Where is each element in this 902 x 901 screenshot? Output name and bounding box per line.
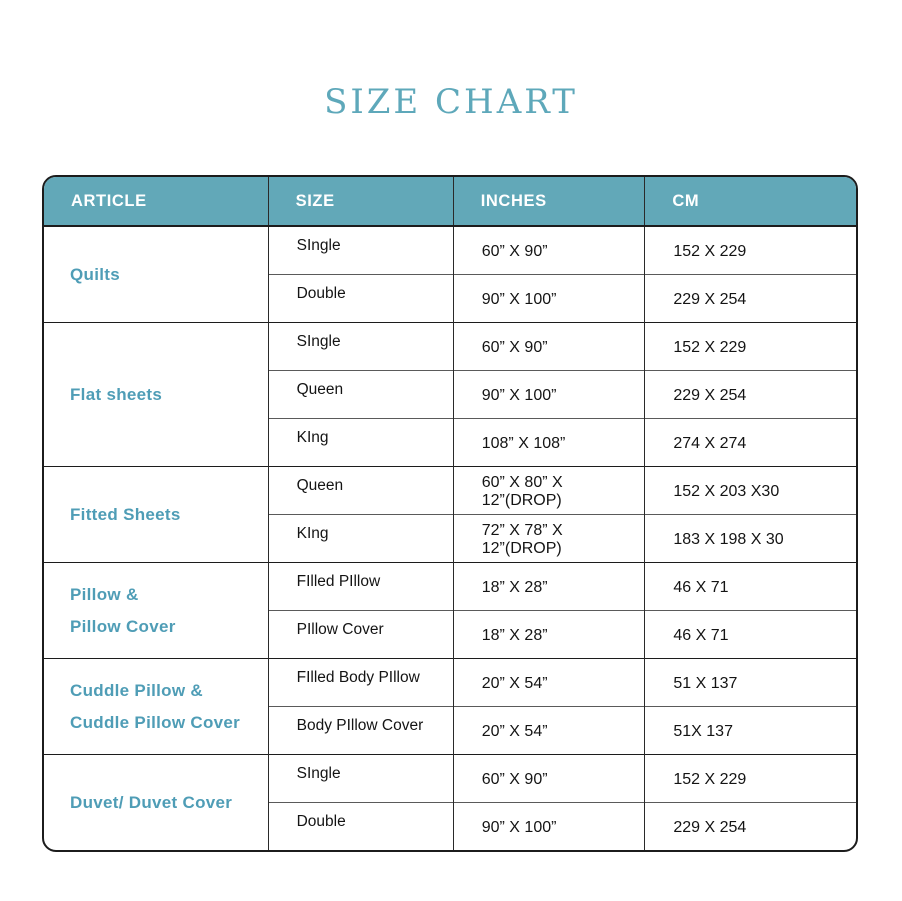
article-cell bbox=[44, 466, 268, 562]
table-row bbox=[44, 562, 856, 610]
size-table-body bbox=[44, 226, 856, 850]
article-cell bbox=[44, 322, 268, 466]
table-row bbox=[44, 466, 856, 514]
table-row bbox=[44, 754, 856, 802]
article-label: Pillow Cover bbox=[70, 616, 176, 636]
cm-cell: 152 X 229 bbox=[645, 226, 856, 274]
inches-cell: 90” X 100” bbox=[453, 370, 645, 418]
cm-cell: 229 X 254 bbox=[645, 802, 856, 850]
size-cell: SIngle bbox=[268, 322, 453, 370]
size-cell: KIng bbox=[268, 418, 453, 466]
header-row bbox=[44, 177, 856, 226]
cm-cell: 46 X 71 bbox=[645, 610, 856, 658]
size-cell: KIng bbox=[268, 514, 453, 562]
article-label: Cuddle Pillow Cover bbox=[70, 712, 241, 732]
page-title: SIZE CHART bbox=[324, 82, 578, 122]
inches-cell: 20” X 54” bbox=[453, 658, 645, 706]
table-row bbox=[44, 322, 856, 370]
size-cell: SIngle bbox=[268, 226, 453, 274]
size-cell: FIlled PIllow bbox=[268, 562, 453, 610]
size-cell: Queen bbox=[268, 466, 453, 514]
inches-cell: 60” X 90” bbox=[453, 226, 645, 274]
article-label: Flat sheets bbox=[70, 384, 163, 404]
size-cell: Queen bbox=[268, 370, 453, 418]
table-row bbox=[44, 226, 856, 274]
size-chart-table-container bbox=[42, 175, 858, 852]
size-cell: Body PIllow Cover bbox=[268, 706, 453, 754]
table-header bbox=[44, 177, 856, 226]
inches-cell: 20” X 54” bbox=[453, 706, 645, 754]
inches-cell: 108” X 108” bbox=[453, 418, 645, 466]
size-cell: PIllow Cover bbox=[268, 610, 453, 658]
cm-cell: 152 X 229 bbox=[645, 754, 856, 802]
cm-cell: 46 X 71 bbox=[645, 562, 856, 610]
article-label: Cuddle Pillow & bbox=[70, 680, 203, 700]
table-row bbox=[44, 658, 856, 706]
inches-cell: 60” X 80” X 12”(DROP) bbox=[453, 466, 645, 514]
inches-cell: 60” X 90” bbox=[453, 322, 645, 370]
cm-cell: 274 X 274 bbox=[645, 418, 856, 466]
cm-cell: 229 X 254 bbox=[645, 274, 856, 322]
size-cell: Double bbox=[268, 274, 453, 322]
cm-cell: 152 X 229 bbox=[645, 322, 856, 370]
column-header-article: ARTICLE bbox=[44, 177, 268, 226]
inches-cell: 18” X 28” bbox=[453, 562, 645, 610]
article-cell bbox=[44, 226, 268, 322]
article-label: Quilts bbox=[70, 264, 120, 284]
size-cell: SIngle bbox=[268, 754, 453, 802]
size-cell: FIlled Body PIllow bbox=[268, 658, 453, 706]
size-cell: Double bbox=[268, 802, 453, 850]
cm-cell: 229 X 254 bbox=[645, 370, 856, 418]
inches-cell: 60” X 90” bbox=[453, 754, 645, 802]
inches-cell: 18” X 28” bbox=[453, 610, 645, 658]
article-label: Duvet/ Duvet Cover bbox=[70, 792, 233, 812]
inches-cell: 90” X 100” bbox=[453, 274, 645, 322]
cm-cell: 152 X 203 X30 bbox=[645, 466, 856, 514]
article-label: Pillow & bbox=[70, 584, 139, 604]
column-header-cm: CM bbox=[645, 177, 856, 226]
inches-cell: 90” X 100” bbox=[453, 802, 645, 850]
cm-cell: 183 X 198 X 30 bbox=[645, 514, 856, 562]
column-header-size: SIZE bbox=[268, 177, 453, 226]
inches-cell: 72” X 78” X 12”(DROP) bbox=[453, 514, 645, 562]
article-cell bbox=[44, 562, 268, 658]
cm-cell: 51 X 137 bbox=[645, 658, 856, 706]
article-cell bbox=[44, 658, 268, 754]
column-header-inches: INCHES bbox=[453, 177, 645, 226]
article-label: Fitted Sheets bbox=[70, 504, 181, 524]
article-cell bbox=[44, 754, 268, 850]
cm-cell: 51X 137 bbox=[645, 706, 856, 754]
size-chart-table bbox=[44, 177, 856, 850]
